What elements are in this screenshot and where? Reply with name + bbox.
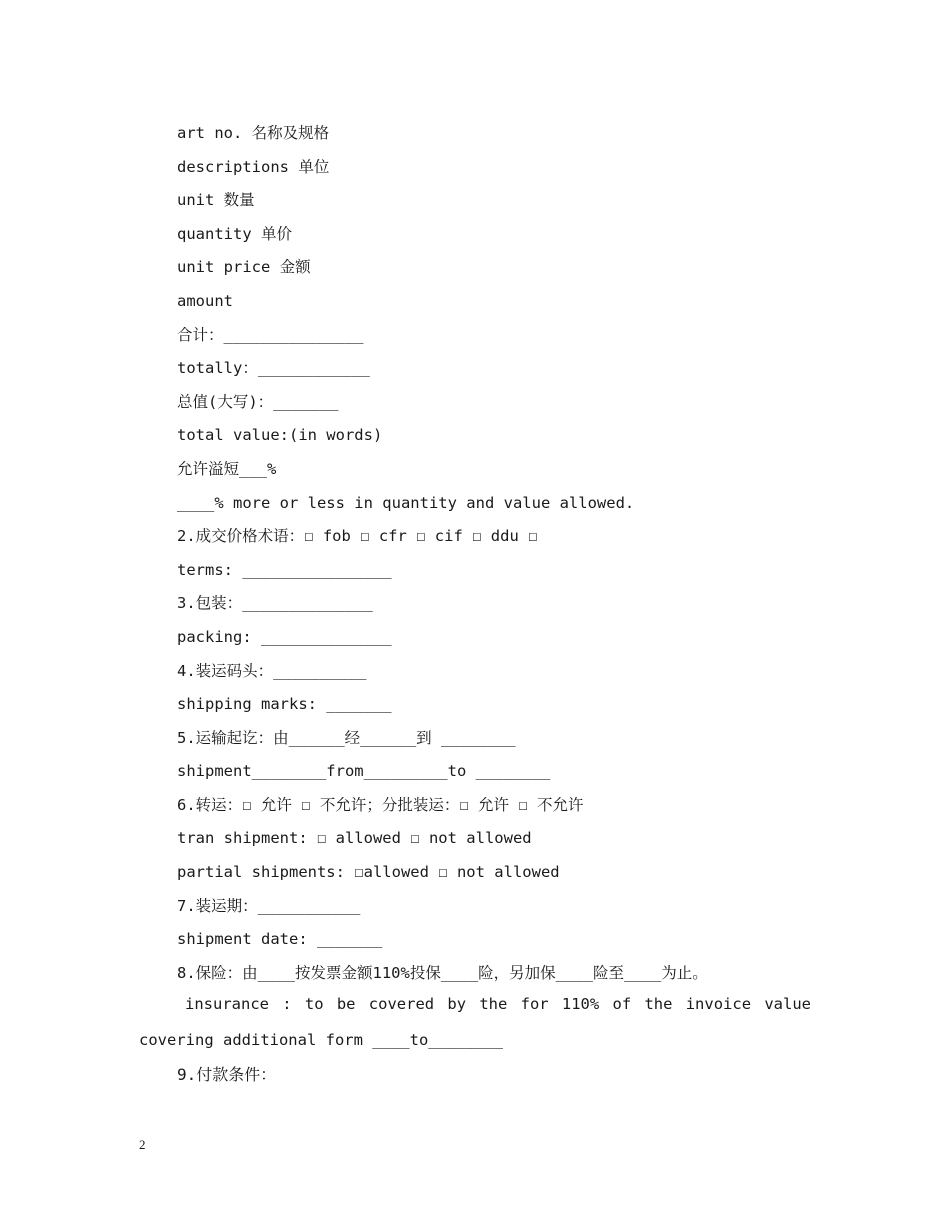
line-terms-en: terms: ________________	[177, 560, 392, 579]
line-shipping-marks-en: shipping marks: _______	[177, 695, 392, 714]
line-price-terms-cn: 2.成交价格术语：☐ fob ☐ cfr ☐ cif ☐ ddu ☐	[177, 527, 538, 546]
line-shipment-route-en: shipment________from_________to ________	[177, 762, 551, 781]
line-art-no: art no. 名称及规格	[177, 124, 330, 142]
line-transshipment-en: tran shipment: ☐ allowed ☐ not allowed	[177, 829, 532, 848]
line-transport-cn: 5.运输起讫：由______经______到 ________	[177, 728, 516, 747]
insurance-paragraph	[139, 986, 811, 1058]
line-insurance-cn: 8.保险：由____按发票金额110%投保____险，另加保____险至____为止。	[177, 963, 708, 982]
line-tolerance-en: ____% more or less in quantity and value allowed.	[177, 493, 635, 512]
line-total-value-words: total value:(in words)	[177, 426, 383, 445]
line-quantity: quantity 单价	[177, 224, 292, 243]
line-amount: amount	[177, 291, 233, 310]
line-shipping-marks-cn: 4.装运码头：__________	[177, 661, 367, 680]
line-partial-shipments-en: partial shipments: ☐allowed ☐ not allowed	[177, 863, 560, 882]
line-total-value-cn: 总值(大写)：_______	[177, 392, 339, 411]
line-descriptions: descriptions 单位	[177, 157, 330, 176]
line-transshipment-cn: 6.转运：☐ 允许 ☐ 不允许；分批装运：☐ 允许 ☐ 不允许	[177, 795, 584, 814]
insurance-line-1: insurance : to be covered by the for 110% of the invoice value	[185, 995, 811, 1013]
page-number: 2	[139, 1137, 146, 1152]
insurance-line-2: covering additional form ____to________	[139, 1031, 503, 1049]
line-unit-price: unit price 金额	[177, 258, 311, 277]
line-totally: totally：____________	[177, 359, 370, 378]
payment-terms-heading: 9.付款条件：	[177, 1065, 277, 1084]
contract-lines	[177, 117, 857, 990]
line-packing-cn: 3.包装：______________	[177, 594, 373, 613]
line-tolerance-cn: 允许溢短___%	[177, 459, 277, 478]
line-unit: unit 数量	[177, 191, 255, 210]
line-shipment-date-cn: 7.装运期：___________	[177, 896, 361, 915]
line-shipment-date-en: shipment date: _______	[177, 930, 383, 949]
line-total-cn: 合计：_______________	[177, 325, 364, 344]
line-packing-en: packing: ______________	[177, 627, 392, 646]
